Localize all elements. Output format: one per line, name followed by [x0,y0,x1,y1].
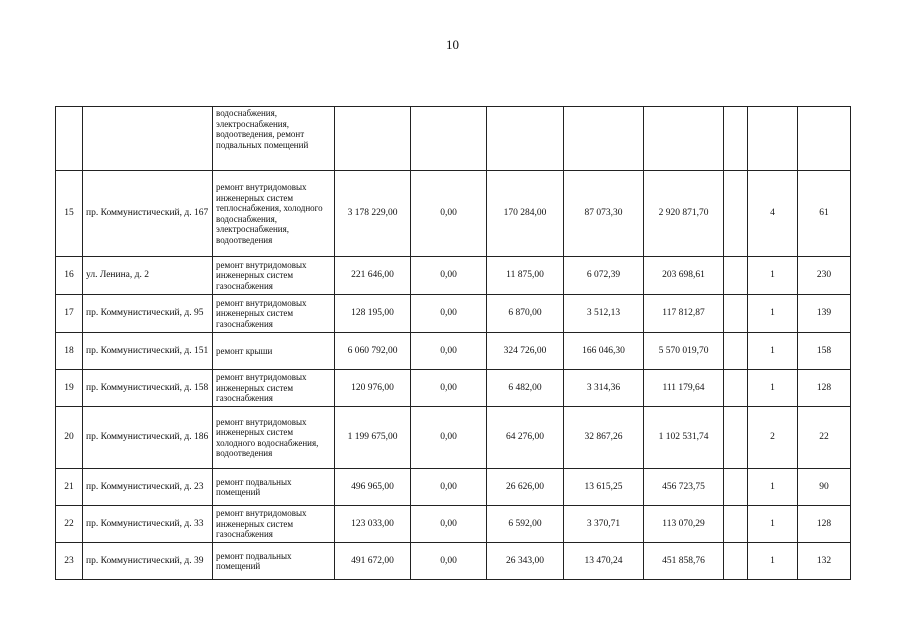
cell-total: 221 646,00 [335,257,411,295]
cell-total: 496 965,00 [335,469,411,506]
table-row [56,469,851,506]
cell-c4: 3 512,13 [564,295,644,333]
cell-total: 120 976,00 [335,370,411,407]
cell-c4: 13 470,24 [564,543,644,580]
cell-c6: 1 [748,333,798,370]
cell-c2: 0,00 [411,469,487,506]
table-row [56,543,851,580]
table-row [56,370,851,407]
cell-c5: 2 920 871,70 [644,171,724,257]
cell-c4: 87 073,30 [564,171,644,257]
table-row [56,257,851,295]
cell-c4: 6 072,39 [564,257,644,295]
cell-address: ул. Ленина, д. 2 [83,257,213,295]
cell-c2: 0,00 [411,257,487,295]
cell-c7: 128 [798,506,851,543]
cell-c5: 451 858,76 [644,543,724,580]
cell-c6: 1 [748,506,798,543]
cell-num: 20 [56,407,83,469]
cell-c3: 6 482,00 [487,370,564,407]
cell-num [56,107,83,171]
cell-c3: 26 343,00 [487,543,564,580]
cell-num: 15 [56,171,83,257]
cell-c5: 456 723,75 [644,469,724,506]
cell-total: 3 178 229,00 [335,171,411,257]
cell-c3: 324 726,00 [487,333,564,370]
cell-work: ремонт крыши [213,333,335,370]
cell-c6: 1 [748,543,798,580]
cell-num: 16 [56,257,83,295]
cell-c6: 1 [748,295,798,333]
cell-c5: 203 698,61 [644,257,724,295]
cell-spacer [724,257,748,295]
cell-work: ремонт подвальных помещений [213,543,335,580]
table-row [56,506,851,543]
cell-c6: 1 [748,257,798,295]
cell-spacer [724,543,748,580]
cell-address: пр. Коммунистический, д. 158 [83,370,213,407]
repair-program-table [55,106,851,580]
cell-num: 19 [56,370,83,407]
cell-c2: 0,00 [411,506,487,543]
cell-work: водоснабжения, электроснабжения, водоотведения, ремонт подвальных помещений [213,107,335,171]
cell-work: ремонт внутридомовых инженерных систем холодного водоснабжения, водоотведения [213,407,335,469]
cell-c2 [411,107,487,171]
cell-c2: 0,00 [411,370,487,407]
cell-c4: 13 615,25 [564,469,644,506]
cell-c6: 2 [748,407,798,469]
table-row [56,171,851,257]
cell-work: ремонт подвальных помещений [213,469,335,506]
cell-c2: 0,00 [411,333,487,370]
cell-c6: 1 [748,469,798,506]
cell-address: пр. Коммунистический, д. 39 [83,543,213,580]
cell-c2: 0,00 [411,171,487,257]
cell-c4: 166 046,30 [564,333,644,370]
cell-c5: 1 102 531,74 [644,407,724,469]
table-row [56,333,851,370]
cell-c4: 32 867,26 [564,407,644,469]
cell-address: пр. Коммунистический, д. 95 [83,295,213,333]
cell-c3: 170 284,00 [487,171,564,257]
cell-c6 [748,107,798,171]
page-number: 10 [446,37,459,52]
cell-spacer [724,295,748,333]
cell-c5: 5 570 019,70 [644,333,724,370]
cell-spacer [724,506,748,543]
cell-total: 128 195,00 [335,295,411,333]
cell-c7: 132 [798,543,851,580]
table-row-continuation [56,107,851,171]
cell-total: 123 033,00 [335,506,411,543]
cell-c7: 128 [798,370,851,407]
cell-spacer [724,469,748,506]
cell-address [83,107,213,171]
cell-c4: 3 314,36 [564,370,644,407]
cell-c6: 4 [748,171,798,257]
cell-c5: 111 179,64 [644,370,724,407]
cell-c6: 1 [748,370,798,407]
cell-spacer [724,370,748,407]
cell-c3: 6 592,00 [487,506,564,543]
cell-c3: 11 875,00 [487,257,564,295]
cell-work: ремонт внутридомовых инженерных систем теплоснабжения, холодного водоснабжения, электроснабжения, водоотведения [213,171,335,257]
cell-c7: 61 [798,171,851,257]
cell-c3: 64 276,00 [487,407,564,469]
cell-spacer [724,107,748,171]
cell-work: ремонт внутридомовых инженерных систем газоснабжения [213,295,335,333]
cell-c3: 6 870,00 [487,295,564,333]
cell-num: 18 [56,333,83,370]
cell-c5 [644,107,724,171]
cell-total [335,107,411,171]
cell-address: пр. Коммунистический, д. 167 [83,171,213,257]
cell-c4: 3 370,71 [564,506,644,543]
cell-c4 [564,107,644,171]
cell-c2: 0,00 [411,543,487,580]
cell-spacer [724,407,748,469]
cell-c7: 158 [798,333,851,370]
cell-spacer [724,333,748,370]
cell-num: 21 [56,469,83,506]
cell-total: 6 060 792,00 [335,333,411,370]
table-row [56,295,851,333]
table-row [56,407,851,469]
cell-total: 491 672,00 [335,543,411,580]
cell-c3: 26 626,00 [487,469,564,506]
cell-c7: 139 [798,295,851,333]
cell-total: 1 199 675,00 [335,407,411,469]
cell-c3 [487,107,564,171]
cell-num: 22 [56,506,83,543]
cell-c7: 230 [798,257,851,295]
cell-spacer [724,171,748,257]
cell-c2: 0,00 [411,295,487,333]
cell-num: 23 [56,543,83,580]
cell-work: ремонт внутридомовых инженерных систем газоснабжения [213,257,335,295]
cell-address: пр. Коммунистический, д. 186 [83,407,213,469]
cell-c2: 0,00 [411,407,487,469]
cell-work: ремонт внутридомовых инженерных систем газоснабжения [213,506,335,543]
cell-address: пр. Коммунистический, д. 23 [83,469,213,506]
cell-c7: 90 [798,469,851,506]
cell-c7: 22 [798,407,851,469]
cell-c5: 117 812,87 [644,295,724,333]
cell-address: пр. Коммунистический, д. 151 [83,333,213,370]
cell-address: пр. Коммунистический, д. 33 [83,506,213,543]
cell-c5: 113 070,29 [644,506,724,543]
cell-num: 17 [56,295,83,333]
cell-work: ремонт внутридомовых инженерных систем газоснабжения [213,370,335,407]
cell-c7 [798,107,851,171]
